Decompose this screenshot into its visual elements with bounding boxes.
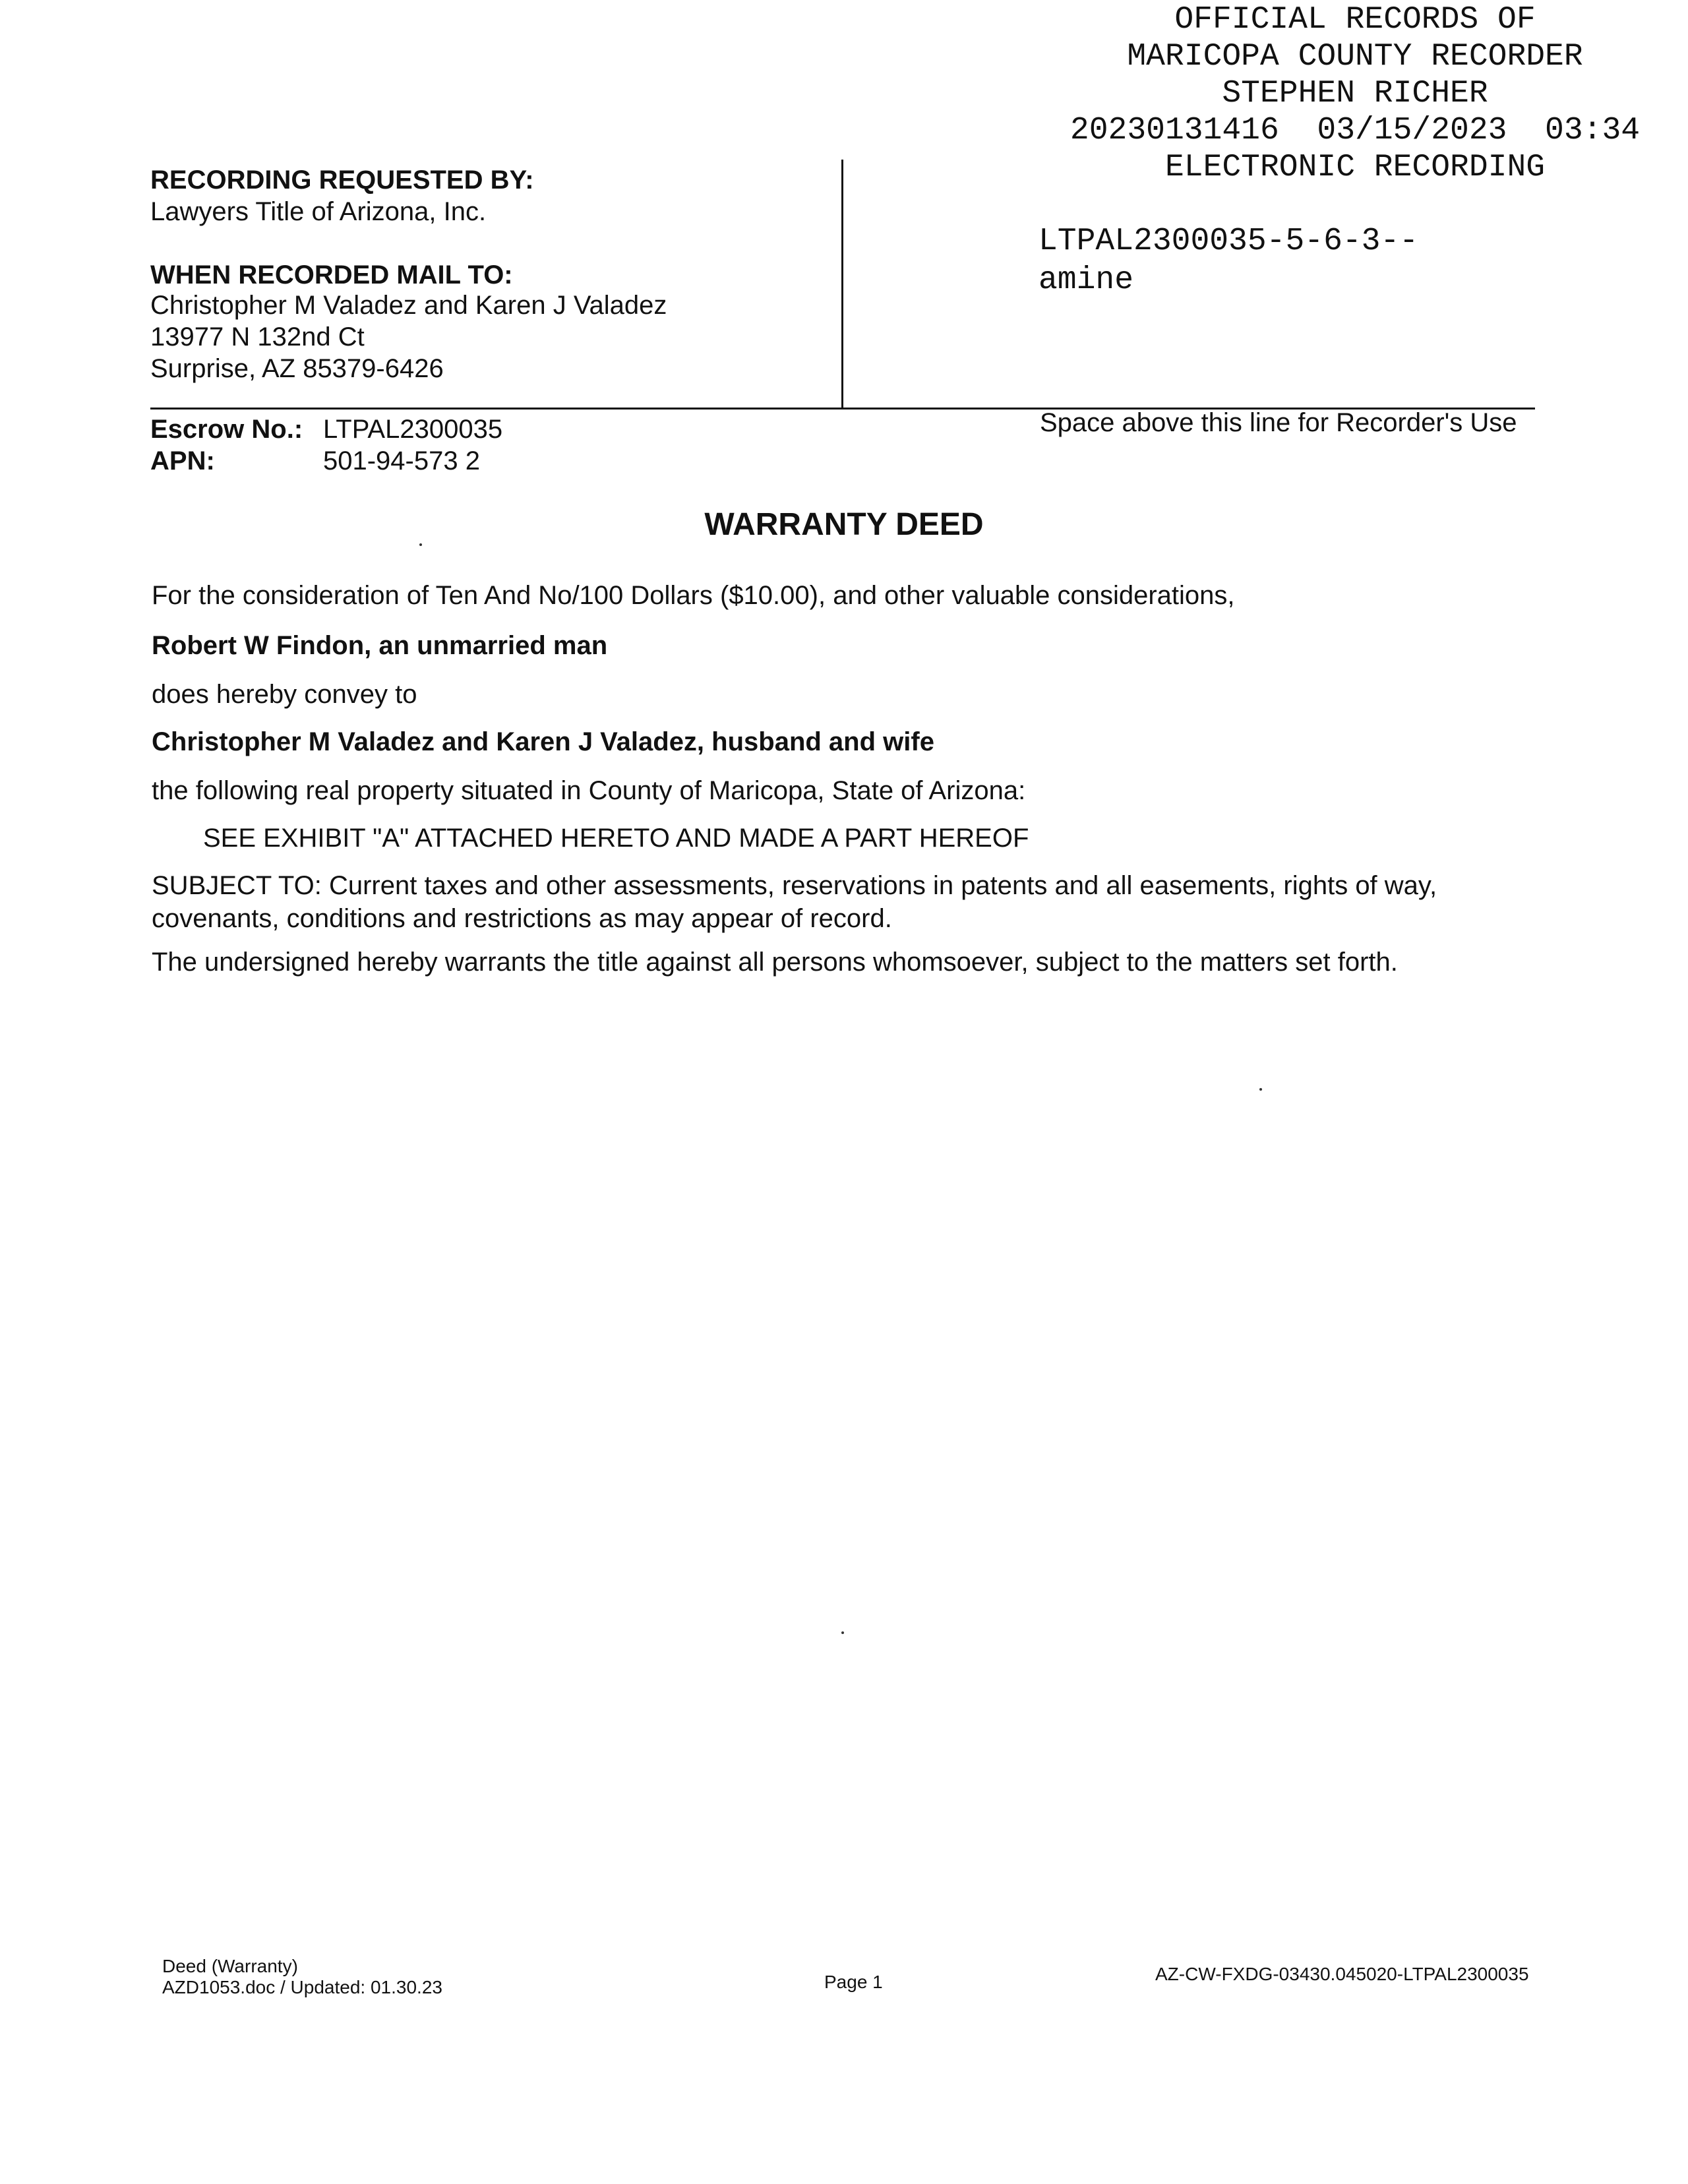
apn-value: 501-94-573 2: [323, 446, 480, 475]
deed-property-intro: the following real property situated in County of Maricopa, State of Arizona:: [152, 776, 1026, 805]
recording-requested-name: Lawyers Title of Arizona, Inc.: [150, 197, 487, 226]
footer-form-name: Deed (Warranty): [162, 1956, 298, 1976]
deed-title: WARRANTY DEED: [704, 507, 984, 542]
footer-form-file: AZD1053.doc / Updated: 01.30.23: [162, 1977, 442, 1997]
deed-grantor: Robert W Findon, an unmarried man: [152, 631, 608, 660]
deed-convey: does hereby convey to: [152, 680, 417, 709]
deed-exhibit: SEE EXHIBIT "A" ATTACHED HERETO AND MADE A PART HEREOF: [203, 824, 1029, 853]
mail-to-heading: WHEN RECORDED MAIL TO:: [150, 260, 513, 289]
escrow-label: Escrow No.:: [150, 415, 303, 444]
recorder-stamp-line4: 20230131416 03/15/2023 03:34: [1070, 113, 1641, 148]
recorder-stamp: [1029, 0, 1681, 186]
scan-speck: [841, 1631, 844, 1634]
deed-grantee: Christopher M Valadez and Karen J Valadez, husband and wife: [152, 727, 934, 756]
recorder-use-note: Space above this line for Recorder's Use: [1040, 408, 1517, 437]
recorder-ref-line2: amine: [1039, 262, 1134, 298]
mail-to-name: Christopher M Valadez and Karen J Valadez: [150, 291, 667, 320]
footer-page-number: Page 1: [824, 1972, 883, 1992]
mail-to-city: Surprise, AZ 85379-6426: [150, 354, 444, 383]
deed-consideration: For the consideration of Ten And No/100 Dollars ($10.00), and other valuable considerations,: [152, 581, 1235, 610]
column-divider: [841, 160, 843, 408]
recorder-stamp-line3: STEPHEN RICHER: [1222, 76, 1488, 111]
scan-speck: [419, 543, 422, 546]
footer-doc-id: AZ-CW-FXDG-03430.045020-LTPAL2300035: [1155, 1964, 1529, 1984]
deed-subject-to-line1: SUBJECT TO: Current taxes and other assessments, reservations in patents and all easements, rights of way,: [152, 871, 1437, 900]
apn-row: [150, 446, 480, 476]
recorder-stamp-line5: ELECTRONIC RECORDING: [1164, 150, 1546, 185]
deed-subject-to-line2: covenants, conditions and restrictions as may appear of record.: [152, 904, 892, 933]
escrow-value: LTPAL2300035: [323, 415, 503, 444]
deed-warranty: The undersigned hereby warrants the title against all persons whomsoever, subject to the matters set forth.: [152, 948, 1398, 977]
recorder-stamp-line2: MARICOPA COUNTY RECORDER: [1127, 39, 1583, 75]
recorder-ref-line1: LTPAL2300035-5-6-3--: [1039, 224, 1419, 259]
mail-to-street: 13977 N 132nd Ct: [150, 322, 365, 351]
scan-speck: [1259, 1088, 1262, 1091]
escrow-row: [150, 414, 502, 444]
recording-requested-heading: RECORDING REQUESTED BY:: [150, 166, 534, 195]
recorder-stamp-line1: OFFICIAL RECORDS OF: [1174, 2, 1536, 38]
apn-label: APN:: [150, 446, 215, 475]
